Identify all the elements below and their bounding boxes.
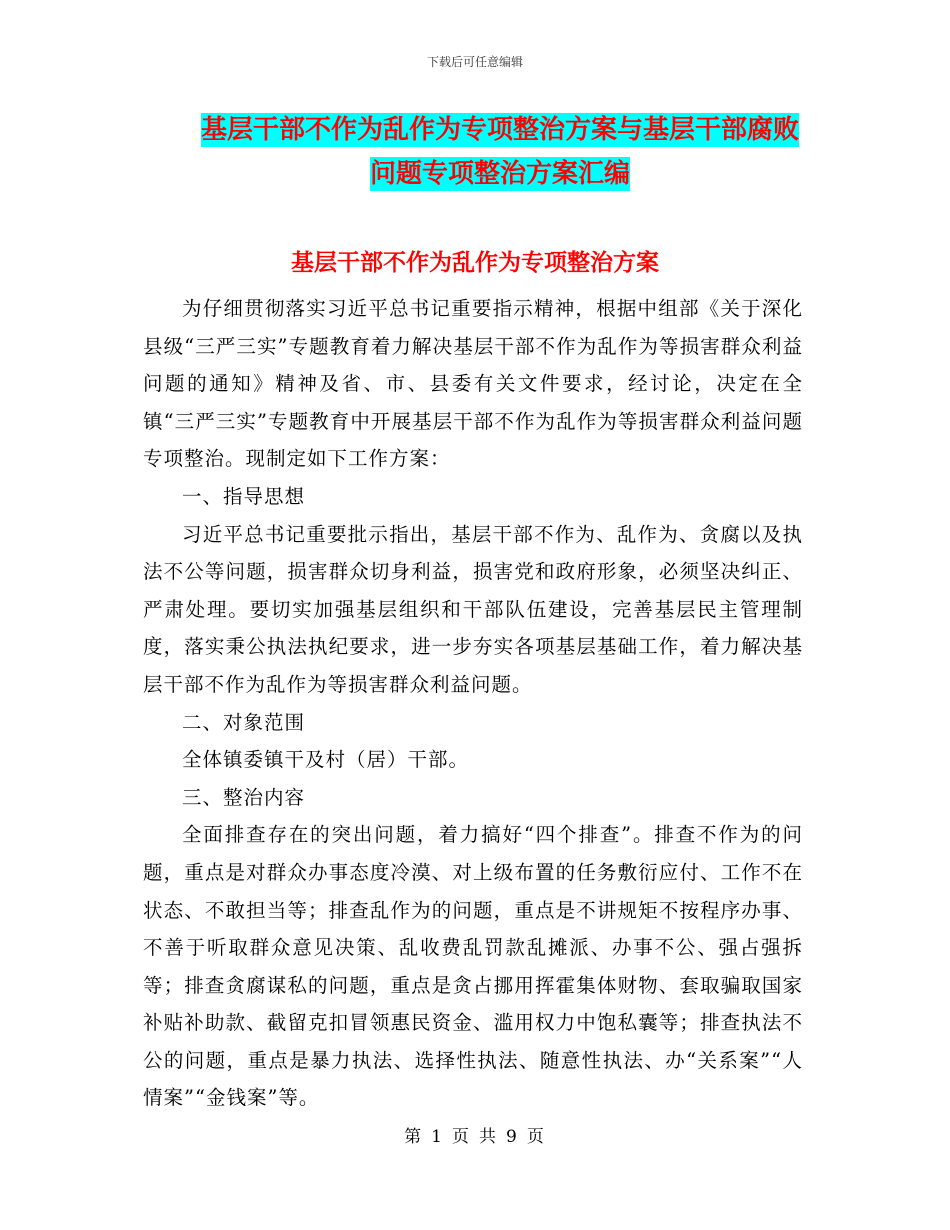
paragraph-scope: 全体镇委镇干及村（居）干部。 bbox=[182, 748, 470, 772]
heading-guiding-ideology: 一、指导思想 bbox=[182, 484, 306, 508]
current-page: 1 bbox=[431, 1127, 444, 1147]
document-title-line-2: 问题专项整治方案汇编 bbox=[369, 159, 630, 189]
section-title: 基层干部不作为乱作为专项整治方案 bbox=[291, 249, 659, 276]
page-unit: 页 bbox=[452, 1127, 471, 1147]
paragraph-content: 全面排查存在的突出问题，着力搞好“四个排查”。排查不作为的问题，重点是对群众办事态度冷漠、对上级布置的任务敷衍应付、工作不在状态、不敢担当等；排查乱作为的问题，重点是不讲规矩不按程序办事、不善于听取群众意见决策、乱收费乱罚款乱摊派、办事不公、强占强拆等；排查贪腐谋私的问题，重点是贪占挪用挥霍集体财物、套取骗取国家补贴补助款、截留克扣冒领惠民资金、滥用权力中饱私囊等；排查执法不公的问题，重点是暴力执法、选择性执法、随意性执法、办“关系案”“人情案”“金钱案”等。 bbox=[143, 823, 803, 1110]
document-title bbox=[150, 108, 850, 196]
page-number bbox=[0, 1126, 950, 1148]
page-unit-2: 页 bbox=[526, 1127, 546, 1147]
heading-content: 三、整治内容 bbox=[182, 785, 306, 809]
paragraph-intro: 为仔细贯彻落实习近平总书记重要指示精神，根据中组部《关于深化县级“三严三实”专题教育着力解决基层干部不作为乱作为等损害群众利益问题的通知》精神及省、市、县委有关文件要求，经讨论，决定在全镇“三严三实”专题教育中开展基层干部不作为乱作为等损害群众利益问题专项整治。现制定如下工作方案： bbox=[143, 297, 803, 471]
page-label: 第 bbox=[404, 1127, 424, 1147]
total-pages: 9 bbox=[506, 1127, 519, 1147]
document-body bbox=[143, 290, 803, 1117]
heading-scope: 二、对象范围 bbox=[182, 710, 306, 734]
paragraph-guiding-ideology: 习近平总书记重要批示指出，基层干部不作为、乱作为、贪腐以及执法不公等问题，损害群众切身利益，损害党和政府形象，必须坚决纠正、严肃处理。要切实加强基层组织和干部队伍建设，完善基层民主管理制度，落实秉公执法执纪要求，进一步夯实各项基层基础工作，着力解决基层干部不作为乱作为等损害群众利益问题。 bbox=[143, 522, 803, 696]
document-title-line-1: 基层干部不作为乱作为专项整治方案与基层干部腐败 bbox=[200, 115, 799, 145]
total-label: 共 bbox=[479, 1127, 498, 1147]
page-header-note: 下载后可任意编辑 bbox=[426, 55, 523, 69]
